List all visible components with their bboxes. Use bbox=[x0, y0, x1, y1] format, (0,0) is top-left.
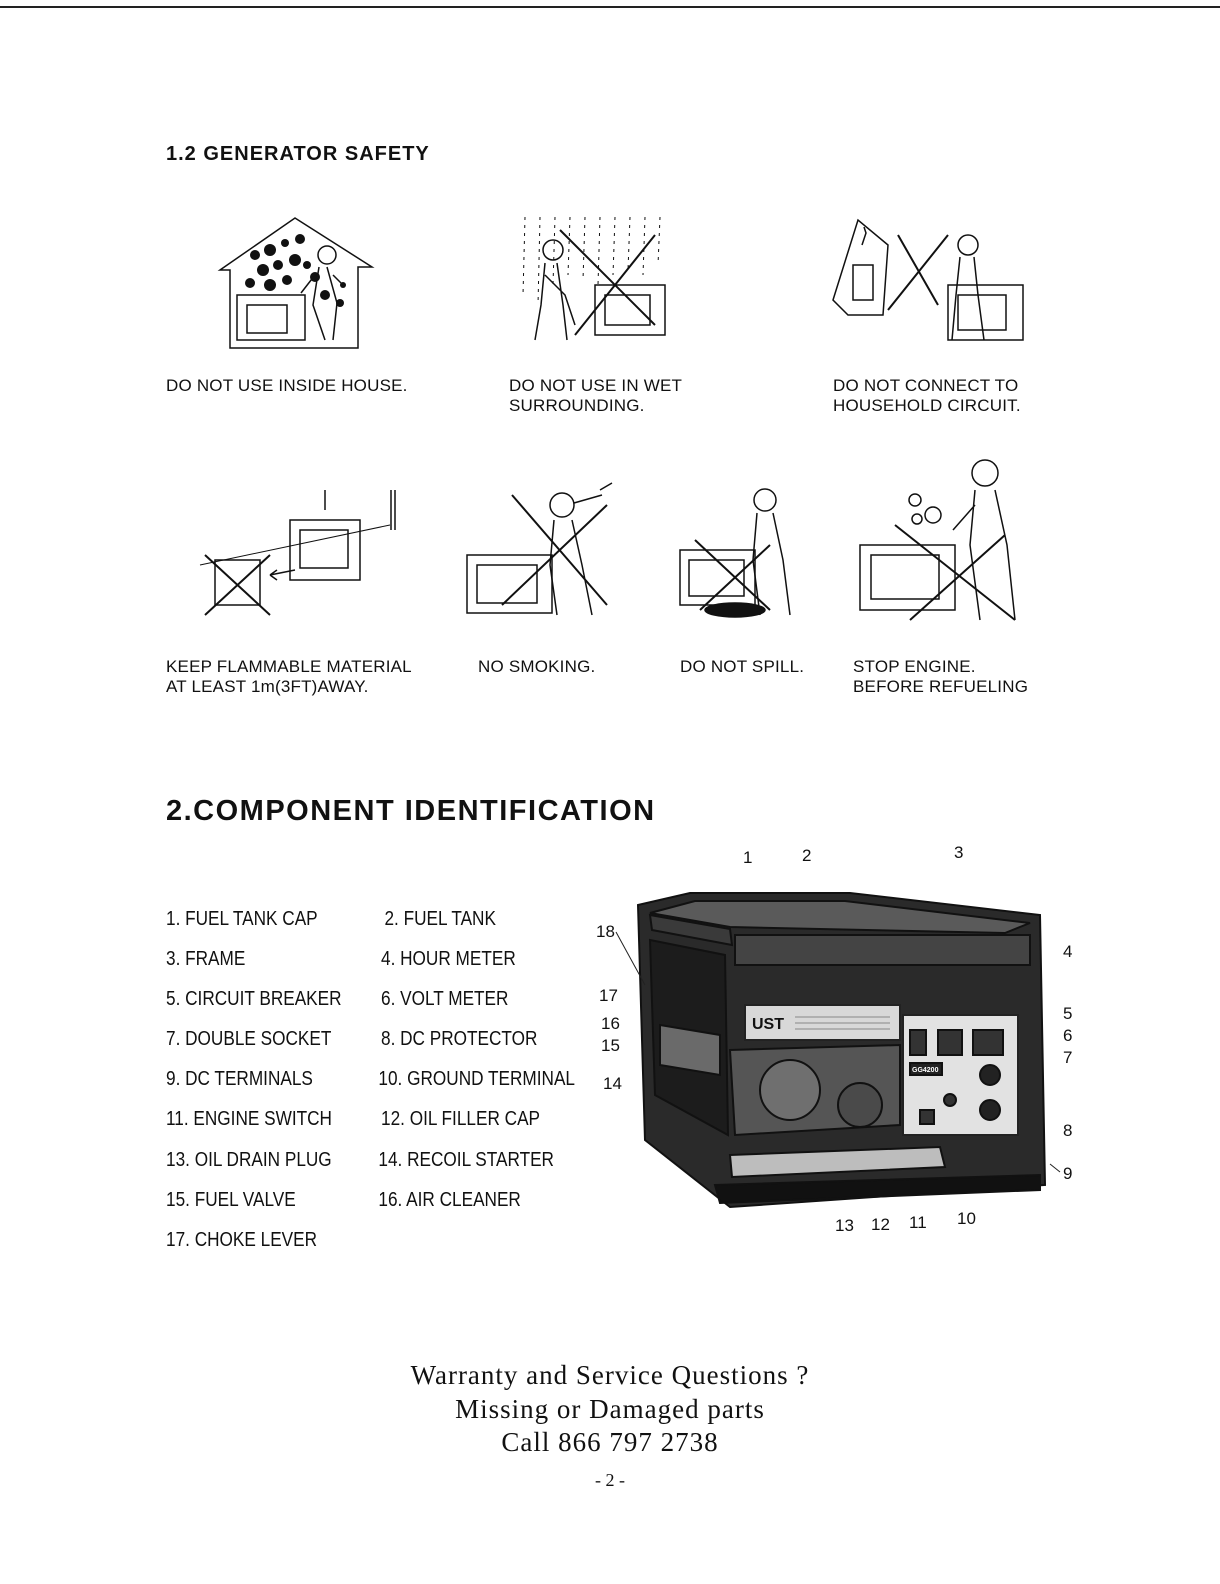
footer-phone: Call 866 797 2738 bbox=[501, 1427, 719, 1457]
generator-photo bbox=[620, 885, 1060, 1215]
callout-number: 5 bbox=[1063, 1004, 1073, 1023]
callout-number: 7 bbox=[1063, 1048, 1073, 1067]
part-item: 4. HOUR METER bbox=[381, 948, 516, 970]
part-item: 5. CIRCUIT BREAKER bbox=[166, 988, 342, 1010]
footer-warranty: Warranty and Service Questions ? bbox=[410, 1360, 810, 1390]
wet-surrounding-illustration bbox=[515, 215, 675, 350]
part-item: 1. FUEL TANK CAP bbox=[166, 908, 318, 930]
part-item: 3. FRAME bbox=[166, 948, 246, 970]
part-item: 6. VOLT METER bbox=[381, 988, 509, 1010]
flammable-distance-illustration bbox=[195, 485, 405, 625]
part-item: 14. RECOIL STARTER bbox=[378, 1149, 554, 1171]
section-title-components: 2.COMPONENT IDENTIFICATION bbox=[166, 795, 656, 827]
household-circuit-illustration bbox=[828, 215, 1028, 350]
callout-number: 10 bbox=[957, 1209, 976, 1228]
part-item: 10. GROUND TERMINAL bbox=[378, 1068, 575, 1090]
inside-house-illustration bbox=[215, 215, 375, 350]
callout-number: 9 bbox=[1063, 1164, 1073, 1183]
caption-no-smoking: NO SMOKING. bbox=[478, 657, 596, 676]
part-item: 17. CHOKE LEVER bbox=[166, 1229, 318, 1251]
page-number: - 2 - bbox=[595, 1470, 625, 1490]
callout-number: 13 bbox=[835, 1216, 854, 1235]
caption-wet-surrounding: DO NOT USE IN WET SURROUNDING. bbox=[509, 376, 683, 415]
caption-do-not-spill: DO NOT SPILL. bbox=[680, 657, 805, 676]
callout-number: 6 bbox=[1063, 1026, 1073, 1045]
footer-missing-parts: Missing or Damaged parts bbox=[455, 1394, 765, 1424]
caption-stop-engine: STOP ENGINE. BEFORE REFUELING bbox=[853, 657, 1029, 696]
callout-number: 16 bbox=[601, 1014, 620, 1033]
part-item: 8. DC PROTECTOR bbox=[381, 1028, 538, 1050]
part-item: 13. OIL DRAIN PLUG bbox=[166, 1149, 332, 1171]
callout-number: 15 bbox=[601, 1036, 620, 1055]
nameplate-brand: UST bbox=[752, 1016, 784, 1033]
callout-number: 17 bbox=[599, 986, 618, 1005]
callout-number: 4 bbox=[1063, 942, 1073, 961]
callout-number: 12 bbox=[871, 1215, 890, 1234]
section-title-safety: 1.2 GENERATOR SAFETY bbox=[166, 143, 430, 165]
part-item: 7. DOUBLE SOCKET bbox=[166, 1028, 332, 1050]
callout-number: 14 bbox=[603, 1074, 622, 1093]
part-item: 12. OIL FILLER CAP bbox=[381, 1108, 541, 1130]
caption-inside-house: DO NOT USE INSIDE HOUSE. bbox=[166, 376, 408, 395]
callout-number: 3 bbox=[954, 843, 964, 862]
model-label: GG4200 bbox=[912, 1067, 939, 1074]
no-smoking-illustration bbox=[462, 475, 622, 625]
callout-number: 8 bbox=[1063, 1121, 1073, 1140]
callout-number: 2 bbox=[802, 846, 812, 865]
callout-number: 18 bbox=[596, 922, 615, 941]
caption-household-circuit: DO NOT CONNECT TO HOUSEHOLD CIRCUIT. bbox=[833, 376, 1021, 415]
callout-number: 11 bbox=[909, 1213, 927, 1232]
caption-flammable-distance: KEEP FLAMMABLE MATERIAL AT LEAST 1m(3FT)AWAY. bbox=[166, 657, 412, 696]
part-item: 15. FUEL VALVE bbox=[166, 1189, 296, 1211]
part-item: 9. DC TERMINALS bbox=[166, 1068, 313, 1090]
do-not-spill-illustration bbox=[675, 480, 810, 620]
top-rule bbox=[0, 6, 1220, 8]
part-item: 11. ENGINE SWITCH bbox=[166, 1108, 332, 1130]
part-item: 2. FUEL TANK bbox=[384, 908, 496, 930]
callout-number: 1 bbox=[743, 848, 753, 867]
stop-engine-illustration bbox=[855, 455, 1030, 625]
part-item: 16. AIR CLEANER bbox=[378, 1189, 521, 1211]
